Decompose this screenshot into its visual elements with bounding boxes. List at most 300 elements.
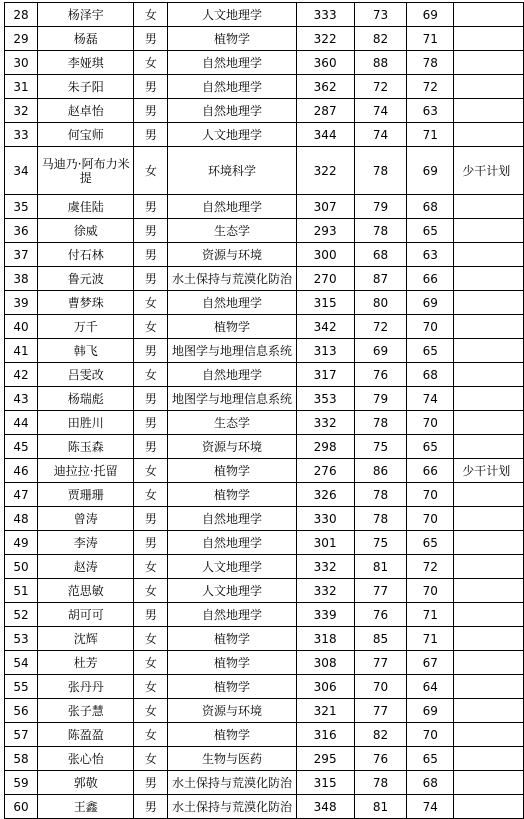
score-final-cell: 70 [407, 723, 454, 747]
score-total-cell: 322 [296, 27, 354, 51]
table-row [5, 411, 524, 435]
row-number-cell: 45 [5, 435, 38, 459]
score-final-cell: 66 [407, 459, 454, 483]
remark-cell [454, 627, 524, 651]
major-cell: 水土保持与荒漠化防治 [168, 771, 296, 795]
score-second-cell: 68 [354, 243, 407, 267]
score-second-cell: 77 [354, 651, 407, 675]
score-final-cell: 72 [407, 75, 454, 99]
major-cell: 自然地理学 [168, 291, 296, 315]
gender-cell: 男 [134, 435, 168, 459]
gender-cell: 女 [134, 459, 168, 483]
score-total-cell: 308 [296, 651, 354, 675]
student-name-cell: 杨磊 [37, 27, 134, 51]
row-number-cell: 36 [5, 219, 38, 243]
remark-cell [454, 531, 524, 555]
score-second-cell: 76 [354, 747, 407, 771]
score-total-cell: 344 [296, 123, 354, 147]
major-cell: 水土保持与荒漠化防治 [168, 267, 296, 291]
major-cell: 地图学与地理信息系统 [168, 387, 296, 411]
student-name-cell: 吕雯改 [37, 363, 134, 387]
score-final-cell: 63 [407, 243, 454, 267]
score-total-cell: 353 [296, 387, 354, 411]
row-number-cell: 42 [5, 363, 38, 387]
remark-cell [454, 339, 524, 363]
remark-cell [454, 651, 524, 675]
gender-cell: 男 [134, 531, 168, 555]
gender-cell: 女 [134, 651, 168, 675]
remark-cell [454, 579, 524, 603]
major-cell: 自然地理学 [168, 51, 296, 75]
table-row [5, 651, 524, 675]
gender-cell: 女 [134, 363, 168, 387]
remark-cell [454, 603, 524, 627]
score-total-cell: 332 [296, 411, 354, 435]
table-row [5, 555, 524, 579]
student-name-cell: 付石林 [37, 243, 134, 267]
student-name-cell: 虞佳陆 [37, 195, 134, 219]
remark-cell [454, 3, 524, 27]
score-total-cell: 318 [296, 627, 354, 651]
table-row [5, 747, 524, 771]
score-final-cell: 72 [407, 555, 454, 579]
remark-cell [454, 291, 524, 315]
score-final-cell: 71 [407, 123, 454, 147]
table-row [5, 195, 524, 219]
score-total-cell: 313 [296, 339, 354, 363]
major-cell: 生物与医药 [168, 747, 296, 771]
score-total-cell: 360 [296, 51, 354, 75]
score-final-cell: 74 [407, 387, 454, 411]
student-name-cell: 张心怡 [37, 747, 134, 771]
row-number-cell: 39 [5, 291, 38, 315]
remark-cell [454, 219, 524, 243]
table-row [5, 675, 524, 699]
results-table-container [4, 2, 524, 819]
score-second-cell: 78 [354, 771, 407, 795]
major-cell: 人文地理学 [168, 123, 296, 147]
student-name-cell: 张丹丹 [37, 675, 134, 699]
score-total-cell: 293 [296, 219, 354, 243]
score-total-cell: 333 [296, 3, 354, 27]
major-cell: 生态学 [168, 411, 296, 435]
score-second-cell: 76 [354, 363, 407, 387]
student-name-cell: 杨瑞彪 [37, 387, 134, 411]
row-number-cell: 28 [5, 3, 38, 27]
score-second-cell: 88 [354, 51, 407, 75]
row-number-cell: 35 [5, 195, 38, 219]
remark-cell [454, 795, 524, 819]
row-number-cell: 47 [5, 483, 38, 507]
major-cell: 资源与环境 [168, 243, 296, 267]
table-row [5, 27, 524, 51]
student-name-cell: 杜芳 [37, 651, 134, 675]
remark-cell [454, 27, 524, 51]
score-second-cell: 77 [354, 699, 407, 723]
table-row [5, 771, 524, 795]
score-second-cell: 74 [354, 123, 407, 147]
score-final-cell: 68 [407, 771, 454, 795]
table-row [5, 339, 524, 363]
remark-cell [454, 123, 524, 147]
major-cell: 植物学 [168, 627, 296, 651]
score-final-cell: 74 [407, 795, 454, 819]
student-name-cell: 胡可可 [37, 603, 134, 627]
score-final-cell: 70 [407, 411, 454, 435]
gender-cell: 女 [134, 555, 168, 579]
score-total-cell: 287 [296, 99, 354, 123]
score-second-cell: 81 [354, 555, 407, 579]
student-name-cell: 郭敬 [37, 771, 134, 795]
score-final-cell: 69 [407, 699, 454, 723]
score-second-cell: 87 [354, 267, 407, 291]
score-total-cell: 330 [296, 507, 354, 531]
student-name-cell: 李娅琪 [37, 51, 134, 75]
gender-cell: 女 [134, 627, 168, 651]
table-body [5, 3, 524, 819]
major-cell: 自然地理学 [168, 531, 296, 555]
remark-cell [454, 483, 524, 507]
score-total-cell: 316 [296, 723, 354, 747]
row-number-cell: 41 [5, 339, 38, 363]
row-number-cell: 46 [5, 459, 38, 483]
score-total-cell: 315 [296, 291, 354, 315]
row-number-cell: 58 [5, 747, 38, 771]
remark-cell [454, 723, 524, 747]
score-final-cell: 65 [407, 219, 454, 243]
row-number-cell: 48 [5, 507, 38, 531]
gender-cell: 男 [134, 27, 168, 51]
row-number-cell: 31 [5, 75, 38, 99]
score-second-cell: 74 [354, 99, 407, 123]
score-second-cell: 78 [354, 411, 407, 435]
remark-cell [454, 363, 524, 387]
table-row [5, 795, 524, 819]
score-final-cell: 71 [407, 27, 454, 51]
score-final-cell: 65 [407, 531, 454, 555]
major-cell: 地图学与地理信息系统 [168, 339, 296, 363]
remark-cell: 少干计划 [454, 459, 524, 483]
student-name-cell: 沈辉 [37, 627, 134, 651]
score-total-cell: 306 [296, 675, 354, 699]
student-name-cell: 李涛 [37, 531, 134, 555]
table-row [5, 363, 524, 387]
student-name-cell: 万千 [37, 315, 134, 339]
table-row [5, 483, 524, 507]
score-total-cell: 300 [296, 243, 354, 267]
score-total-cell: 326 [296, 483, 354, 507]
score-final-cell: 69 [407, 291, 454, 315]
score-second-cell: 86 [354, 459, 407, 483]
table-row [5, 147, 524, 195]
score-second-cell: 77 [354, 579, 407, 603]
remark-cell [454, 507, 524, 531]
score-total-cell: 321 [296, 699, 354, 723]
score-final-cell: 63 [407, 99, 454, 123]
table-row [5, 291, 524, 315]
table-row [5, 699, 524, 723]
student-name-cell: 马迪乃·阿布力米提 [37, 147, 134, 195]
table-row [5, 3, 524, 27]
major-cell: 水土保持与荒漠化防治 [168, 795, 296, 819]
row-number-cell: 60 [5, 795, 38, 819]
row-number-cell: 55 [5, 675, 38, 699]
gender-cell: 男 [134, 339, 168, 363]
gender-cell: 男 [134, 195, 168, 219]
gender-cell: 男 [134, 243, 168, 267]
score-second-cell: 78 [354, 507, 407, 531]
score-second-cell: 78 [354, 147, 407, 195]
row-number-cell: 29 [5, 27, 38, 51]
score-final-cell: 70 [407, 579, 454, 603]
score-final-cell: 68 [407, 363, 454, 387]
remark-cell [454, 75, 524, 99]
gender-cell: 男 [134, 795, 168, 819]
row-number-cell: 34 [5, 147, 38, 195]
score-total-cell: 339 [296, 603, 354, 627]
score-second-cell: 79 [354, 387, 407, 411]
score-total-cell: 298 [296, 435, 354, 459]
score-final-cell: 65 [407, 435, 454, 459]
row-number-cell: 30 [5, 51, 38, 75]
student-name-cell: 曹梦珠 [37, 291, 134, 315]
gender-cell: 男 [134, 99, 168, 123]
row-number-cell: 49 [5, 531, 38, 555]
table-row [5, 123, 524, 147]
major-cell: 自然地理学 [168, 195, 296, 219]
score-final-cell: 70 [407, 315, 454, 339]
row-number-cell: 53 [5, 627, 38, 651]
student-name-cell: 张子慧 [37, 699, 134, 723]
remark-cell [454, 267, 524, 291]
score-final-cell: 69 [407, 147, 454, 195]
remark-cell [454, 747, 524, 771]
score-total-cell: 276 [296, 459, 354, 483]
gender-cell: 女 [134, 51, 168, 75]
student-name-cell: 何宝师 [37, 123, 134, 147]
row-number-cell: 52 [5, 603, 38, 627]
remark-cell [454, 387, 524, 411]
row-number-cell: 44 [5, 411, 38, 435]
row-number-cell: 57 [5, 723, 38, 747]
table-row [5, 51, 524, 75]
score-second-cell: 78 [354, 483, 407, 507]
remark-cell [454, 51, 524, 75]
score-second-cell: 79 [354, 195, 407, 219]
major-cell: 资源与环境 [168, 699, 296, 723]
score-second-cell: 73 [354, 3, 407, 27]
row-number-cell: 56 [5, 699, 38, 723]
major-cell: 植物学 [168, 315, 296, 339]
table-row [5, 579, 524, 603]
score-final-cell: 71 [407, 627, 454, 651]
score-second-cell: 78 [354, 219, 407, 243]
student-name-cell: 陈玉森 [37, 435, 134, 459]
remark-cell [454, 411, 524, 435]
major-cell: 植物学 [168, 675, 296, 699]
score-final-cell: 67 [407, 651, 454, 675]
score-second-cell: 81 [354, 795, 407, 819]
student-name-cell: 韩飞 [37, 339, 134, 363]
row-number-cell: 32 [5, 99, 38, 123]
score-total-cell: 322 [296, 147, 354, 195]
student-name-cell: 杨泽宇 [37, 3, 134, 27]
major-cell: 自然地理学 [168, 603, 296, 627]
gender-cell: 女 [134, 579, 168, 603]
admission-results-table [4, 2, 524, 819]
score-final-cell: 71 [407, 603, 454, 627]
score-total-cell: 362 [296, 75, 354, 99]
score-second-cell: 75 [354, 531, 407, 555]
table-row [5, 507, 524, 531]
remark-cell [454, 99, 524, 123]
major-cell: 植物学 [168, 459, 296, 483]
score-second-cell: 80 [354, 291, 407, 315]
row-number-cell: 33 [5, 123, 38, 147]
table-row [5, 723, 524, 747]
gender-cell: 男 [134, 507, 168, 531]
gender-cell: 女 [134, 699, 168, 723]
score-final-cell: 66 [407, 267, 454, 291]
student-name-cell: 范思敏 [37, 579, 134, 603]
major-cell: 人文地理学 [168, 579, 296, 603]
major-cell: 自然地理学 [168, 75, 296, 99]
gender-cell: 女 [134, 3, 168, 27]
remark-cell [454, 771, 524, 795]
student-name-cell: 鲁元波 [37, 267, 134, 291]
gender-cell: 男 [134, 771, 168, 795]
row-number-cell: 40 [5, 315, 38, 339]
row-number-cell: 59 [5, 771, 38, 795]
gender-cell: 女 [134, 747, 168, 771]
score-final-cell: 68 [407, 195, 454, 219]
student-name-cell: 王鑫 [37, 795, 134, 819]
major-cell: 自然地理学 [168, 363, 296, 387]
student-name-cell: 朱子阳 [37, 75, 134, 99]
score-total-cell: 307 [296, 195, 354, 219]
table-row [5, 603, 524, 627]
student-name-cell: 徐威 [37, 219, 134, 243]
remark-cell [454, 195, 524, 219]
score-final-cell: 78 [407, 51, 454, 75]
gender-cell: 男 [134, 267, 168, 291]
table-row [5, 459, 524, 483]
table-row [5, 219, 524, 243]
student-name-cell: 贾珊珊 [37, 483, 134, 507]
score-second-cell: 82 [354, 27, 407, 51]
gender-cell: 男 [134, 387, 168, 411]
score-second-cell: 69 [354, 339, 407, 363]
major-cell: 人文地理学 [168, 555, 296, 579]
row-number-cell: 38 [5, 267, 38, 291]
score-second-cell: 70 [354, 675, 407, 699]
gender-cell: 男 [134, 123, 168, 147]
score-total-cell: 348 [296, 795, 354, 819]
gender-cell: 女 [134, 291, 168, 315]
table-row [5, 75, 524, 99]
row-number-cell: 50 [5, 555, 38, 579]
gender-cell: 女 [134, 723, 168, 747]
row-number-cell: 51 [5, 579, 38, 603]
student-name-cell: 赵涛 [37, 555, 134, 579]
major-cell: 植物学 [168, 723, 296, 747]
score-total-cell: 317 [296, 363, 354, 387]
remark-cell [454, 315, 524, 339]
table-row [5, 387, 524, 411]
major-cell: 植物学 [168, 483, 296, 507]
gender-cell: 女 [134, 675, 168, 699]
table-row [5, 435, 524, 459]
score-second-cell: 76 [354, 603, 407, 627]
score-second-cell: 72 [354, 75, 407, 99]
table-row [5, 315, 524, 339]
score-final-cell: 70 [407, 483, 454, 507]
student-name-cell: 田胜川 [37, 411, 134, 435]
gender-cell: 男 [134, 603, 168, 627]
remark-cell [454, 243, 524, 267]
row-number-cell: 54 [5, 651, 38, 675]
table-row [5, 627, 524, 651]
major-cell: 自然地理学 [168, 99, 296, 123]
major-cell: 资源与环境 [168, 435, 296, 459]
remark-cell [454, 555, 524, 579]
gender-cell: 男 [134, 411, 168, 435]
student-name-cell: 陈盈盈 [37, 723, 134, 747]
score-total-cell: 332 [296, 579, 354, 603]
gender-cell: 女 [134, 315, 168, 339]
major-cell: 环境科学 [168, 147, 296, 195]
major-cell: 自然地理学 [168, 507, 296, 531]
student-name-cell: 赵卓怡 [37, 99, 134, 123]
score-second-cell: 82 [354, 723, 407, 747]
remark-cell [454, 699, 524, 723]
student-name-cell: 迪拉拉·托留 [37, 459, 134, 483]
score-total-cell: 301 [296, 531, 354, 555]
score-second-cell: 75 [354, 435, 407, 459]
remark-cell: 少干计划 [454, 147, 524, 195]
table-row [5, 267, 524, 291]
score-total-cell: 342 [296, 315, 354, 339]
student-name-cell: 曾涛 [37, 507, 134, 531]
major-cell: 生态学 [168, 219, 296, 243]
remark-cell [454, 675, 524, 699]
gender-cell: 女 [134, 147, 168, 195]
score-second-cell: 85 [354, 627, 407, 651]
score-total-cell: 295 [296, 747, 354, 771]
gender-cell: 女 [134, 483, 168, 507]
major-cell: 植物学 [168, 651, 296, 675]
gender-cell: 男 [134, 219, 168, 243]
table-row [5, 99, 524, 123]
score-final-cell: 70 [407, 507, 454, 531]
remark-cell [454, 435, 524, 459]
major-cell: 植物学 [168, 27, 296, 51]
table-row [5, 531, 524, 555]
score-second-cell: 72 [354, 315, 407, 339]
score-total-cell: 332 [296, 555, 354, 579]
table-row [5, 243, 524, 267]
score-final-cell: 65 [407, 339, 454, 363]
score-total-cell: 270 [296, 267, 354, 291]
score-final-cell: 64 [407, 675, 454, 699]
row-number-cell: 43 [5, 387, 38, 411]
score-final-cell: 65 [407, 747, 454, 771]
score-final-cell: 69 [407, 3, 454, 27]
major-cell: 人文地理学 [168, 3, 296, 27]
row-number-cell: 37 [5, 243, 38, 267]
score-total-cell: 315 [296, 771, 354, 795]
gender-cell: 男 [134, 75, 168, 99]
